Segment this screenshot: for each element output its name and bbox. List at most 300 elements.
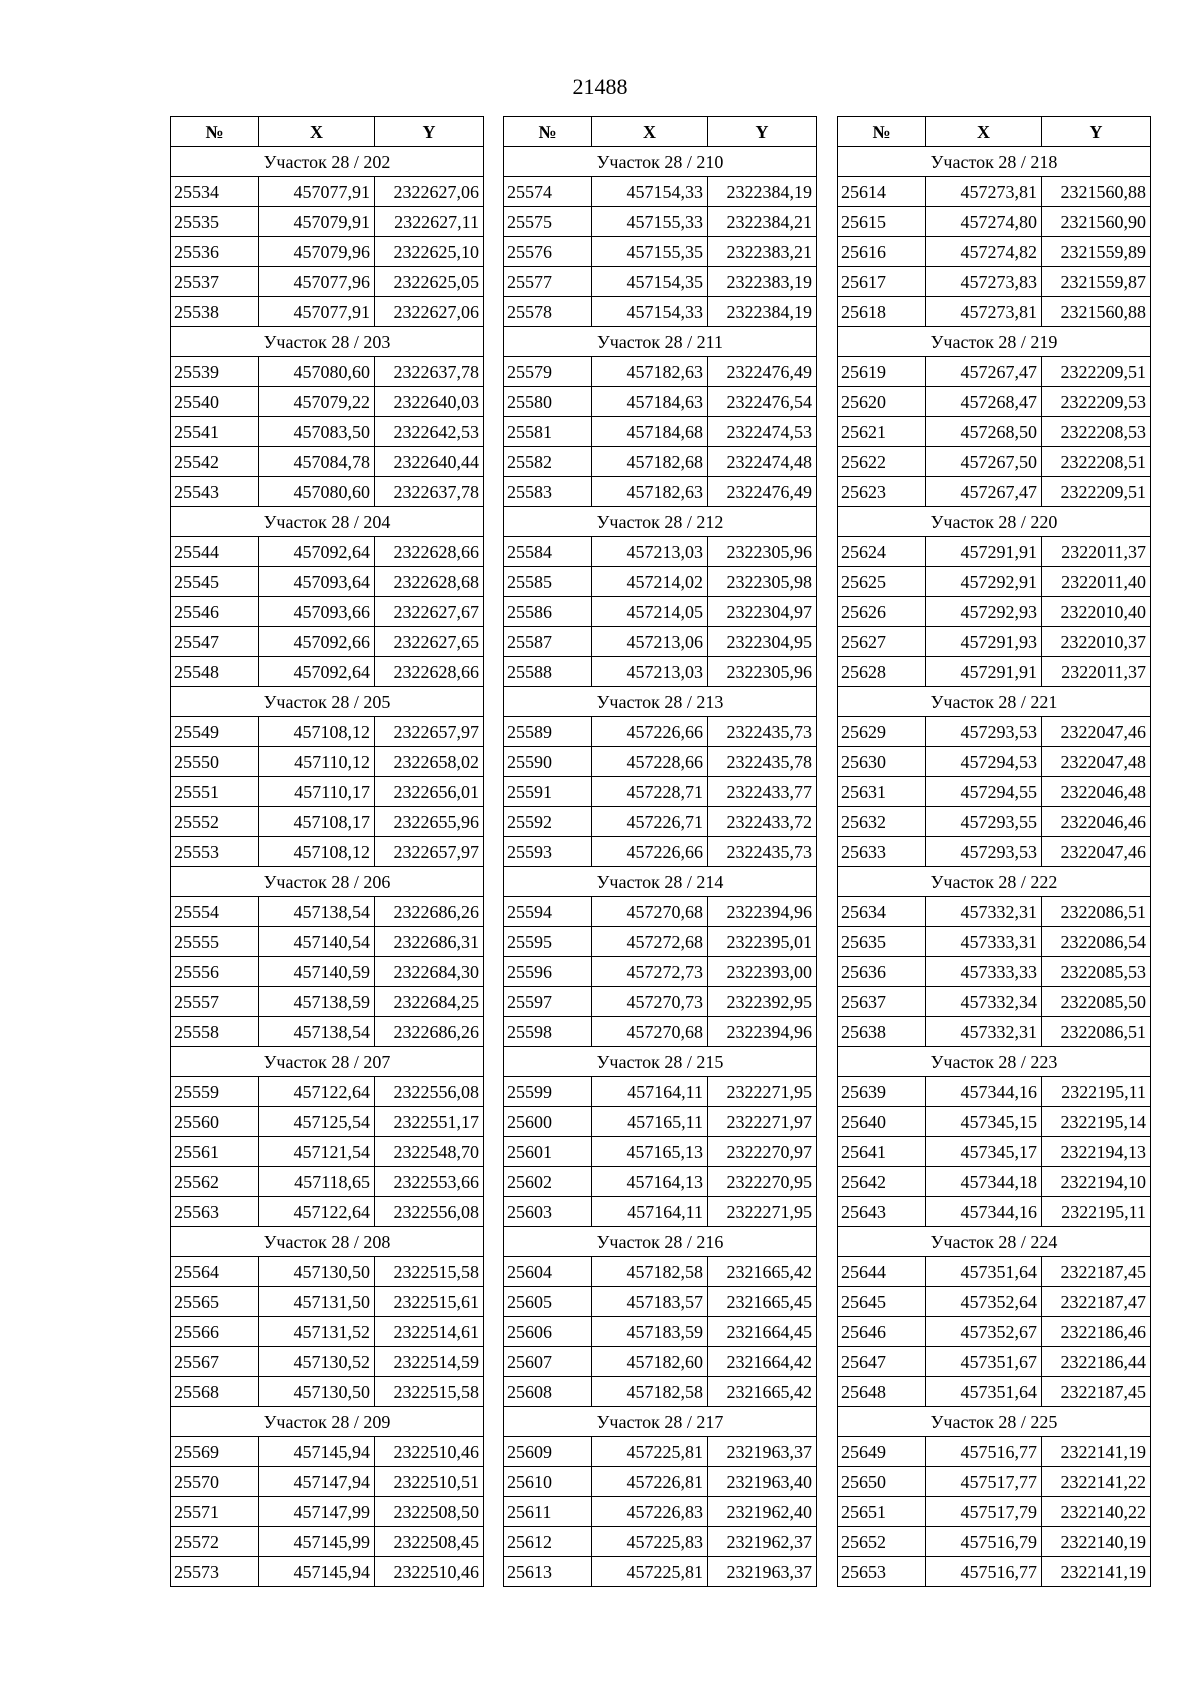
point-number: 25575 [504, 207, 592, 237]
point-number: 25637 [838, 987, 926, 1017]
point-number: 25596 [504, 957, 592, 987]
point-number: 25638 [838, 1017, 926, 1047]
x-coordinate: 457138,59 [259, 987, 375, 1017]
x-coordinate: 457267,47 [926, 477, 1042, 507]
y-coordinate: 2322684,25 [375, 987, 484, 1017]
x-coordinate: 457274,80 [926, 207, 1042, 237]
table-header-row [838, 117, 1151, 147]
point-number: 25536 [171, 237, 259, 267]
section-row [838, 1407, 1151, 1437]
table-row [171, 1497, 484, 1527]
y-coordinate: 2322270,97 [708, 1137, 817, 1167]
y-coordinate: 2322208,51 [1042, 447, 1151, 477]
section-row [171, 507, 484, 537]
table-row [838, 717, 1151, 747]
y-coordinate: 2322393,00 [708, 957, 817, 987]
section-title: Участок 28 / 217 [504, 1407, 817, 1437]
x-coordinate: 457293,53 [926, 717, 1042, 747]
point-number: 25639 [838, 1077, 926, 1107]
section-title: Участок 28 / 204 [171, 507, 484, 537]
table-row [504, 1137, 817, 1167]
point-number: 25544 [171, 537, 259, 567]
y-coordinate: 2322187,45 [1042, 1257, 1151, 1287]
y-coordinate: 2322510,46 [375, 1557, 484, 1587]
point-number: 25608 [504, 1377, 592, 1407]
x-coordinate: 457294,55 [926, 777, 1042, 807]
x-coordinate: 457155,35 [592, 237, 708, 267]
point-number: 25563 [171, 1197, 259, 1227]
table-row [504, 537, 817, 567]
x-coordinate: 457516,77 [926, 1557, 1042, 1587]
table-row [504, 567, 817, 597]
y-coordinate: 2322011,37 [1042, 657, 1151, 687]
point-number: 25548 [171, 657, 259, 687]
y-coordinate: 2322141,22 [1042, 1467, 1151, 1497]
point-number: 25630 [838, 747, 926, 777]
y-coordinate: 2322394,96 [708, 897, 817, 927]
y-coordinate: 2322141,19 [1042, 1557, 1151, 1587]
x-coordinate: 457351,64 [926, 1377, 1042, 1407]
x-coordinate: 457273,81 [926, 297, 1042, 327]
y-coordinate: 2322551,17 [375, 1107, 484, 1137]
section-title: Участок 28 / 221 [838, 687, 1151, 717]
table-row [171, 1527, 484, 1557]
section-row [171, 327, 484, 357]
y-coordinate: 2322476,49 [708, 477, 817, 507]
x-coordinate: 457182,60 [592, 1347, 708, 1377]
x-coordinate: 457225,81 [592, 1437, 708, 1467]
point-number: 25588 [504, 657, 592, 687]
section-row [504, 867, 817, 897]
header-number: № [504, 117, 592, 147]
x-coordinate: 457154,33 [592, 177, 708, 207]
table-row [504, 1197, 817, 1227]
y-coordinate: 2322435,73 [708, 717, 817, 747]
table-row [504, 387, 817, 417]
page-number: 21488 [572, 74, 628, 99]
point-number: 25561 [171, 1137, 259, 1167]
x-coordinate: 457272,68 [592, 927, 708, 957]
table-row [171, 837, 484, 867]
table-row [171, 1287, 484, 1317]
coordinates-table-1 [170, 116, 484, 1587]
point-number: 25629 [838, 717, 926, 747]
table-row [504, 1257, 817, 1287]
x-coordinate: 457268,50 [926, 417, 1042, 447]
table-row [504, 1287, 817, 1317]
y-coordinate: 2322686,31 [375, 927, 484, 957]
table-row [171, 1437, 484, 1467]
x-coordinate: 457182,68 [592, 447, 708, 477]
point-number: 25615 [838, 207, 926, 237]
y-coordinate: 2322474,53 [708, 417, 817, 447]
section-row [504, 147, 817, 177]
y-coordinate: 2322474,48 [708, 447, 817, 477]
table-row [171, 627, 484, 657]
x-coordinate: 457079,91 [259, 207, 375, 237]
section-title: Участок 28 / 222 [838, 867, 1151, 897]
section-title: Участок 28 / 220 [838, 507, 1151, 537]
x-coordinate: 457270,68 [592, 1017, 708, 1047]
point-number: 25651 [838, 1497, 926, 1527]
y-coordinate: 2322195,11 [1042, 1197, 1151, 1227]
x-coordinate: 457080,60 [259, 477, 375, 507]
point-number: 25593 [504, 837, 592, 867]
y-coordinate: 2322640,03 [375, 387, 484, 417]
point-number: 25605 [504, 1287, 592, 1317]
y-coordinate: 2321665,42 [708, 1257, 817, 1287]
x-coordinate: 457164,11 [592, 1197, 708, 1227]
x-coordinate: 457351,64 [926, 1257, 1042, 1287]
y-coordinate: 2321560,90 [1042, 207, 1151, 237]
table-header-row [504, 117, 817, 147]
point-number: 25607 [504, 1347, 592, 1377]
y-coordinate: 2322195,11 [1042, 1077, 1151, 1107]
table-row [838, 747, 1151, 777]
y-coordinate: 2322047,46 [1042, 717, 1151, 747]
y-coordinate: 2322556,08 [375, 1077, 484, 1107]
y-coordinate: 2322186,46 [1042, 1317, 1151, 1347]
x-coordinate: 457154,35 [592, 267, 708, 297]
y-coordinate: 2322187,45 [1042, 1377, 1151, 1407]
x-coordinate: 457130,52 [259, 1347, 375, 1377]
y-coordinate: 2322435,73 [708, 837, 817, 867]
point-number: 25634 [838, 897, 926, 927]
y-coordinate: 2322271,95 [708, 1197, 817, 1227]
point-number: 25565 [171, 1287, 259, 1317]
table-row [171, 1137, 484, 1167]
x-coordinate: 457267,50 [926, 447, 1042, 477]
y-coordinate: 2322209,53 [1042, 387, 1151, 417]
coordinates-table-2 [503, 116, 817, 1587]
x-coordinate: 457182,58 [592, 1377, 708, 1407]
y-coordinate: 2322384,19 [708, 177, 817, 207]
y-coordinate: 2321664,42 [708, 1347, 817, 1377]
y-coordinate: 2322640,44 [375, 447, 484, 477]
y-coordinate: 2321665,42 [708, 1377, 817, 1407]
point-number: 25580 [504, 387, 592, 417]
point-number: 25545 [171, 567, 259, 597]
table-row [838, 1017, 1151, 1047]
table-row [504, 1317, 817, 1347]
x-coordinate: 457273,81 [926, 177, 1042, 207]
table-row [838, 177, 1151, 207]
y-coordinate: 2322010,37 [1042, 627, 1151, 657]
point-number: 25598 [504, 1017, 592, 1047]
y-coordinate: 2322686,26 [375, 1017, 484, 1047]
table-row [171, 1317, 484, 1347]
point-number: 25537 [171, 267, 259, 297]
section-row [504, 1047, 817, 1077]
table-row [838, 207, 1151, 237]
point-number: 25577 [504, 267, 592, 297]
section-title: Участок 28 / 205 [171, 687, 484, 717]
header-number: № [838, 117, 926, 147]
x-coordinate: 457145,94 [259, 1437, 375, 1467]
y-coordinate: 2322305,96 [708, 657, 817, 687]
point-number: 25592 [504, 807, 592, 837]
y-coordinate: 2322515,58 [375, 1257, 484, 1287]
table-row [171, 777, 484, 807]
y-coordinate: 2321665,45 [708, 1287, 817, 1317]
table-row [171, 1017, 484, 1047]
table-row [504, 837, 817, 867]
table-row [171, 1257, 484, 1287]
table-row [171, 717, 484, 747]
x-coordinate: 457140,59 [259, 957, 375, 987]
section-title: Участок 28 / 225 [838, 1407, 1151, 1437]
point-number: 25574 [504, 177, 592, 207]
x-coordinate: 457332,31 [926, 897, 1042, 927]
x-coordinate: 457344,18 [926, 1167, 1042, 1197]
table-row [171, 1557, 484, 1587]
y-coordinate: 2322637,78 [375, 357, 484, 387]
point-number: 25587 [504, 627, 592, 657]
x-coordinate: 457213,03 [592, 657, 708, 687]
section-row [504, 1407, 817, 1437]
y-coordinate: 2322548,70 [375, 1137, 484, 1167]
x-coordinate: 457516,77 [926, 1437, 1042, 1467]
point-number: 25643 [838, 1197, 926, 1227]
point-number: 25542 [171, 447, 259, 477]
point-number: 25642 [838, 1167, 926, 1197]
x-coordinate: 457110,12 [259, 747, 375, 777]
table-row [171, 1167, 484, 1197]
y-coordinate: 2322305,98 [708, 567, 817, 597]
y-coordinate: 2322515,61 [375, 1287, 484, 1317]
x-coordinate: 457092,66 [259, 627, 375, 657]
point-number: 25595 [504, 927, 592, 957]
point-number: 25570 [171, 1467, 259, 1497]
table-row [838, 537, 1151, 567]
y-coordinate: 2322383,19 [708, 267, 817, 297]
table-row [838, 447, 1151, 477]
point-number: 25640 [838, 1107, 926, 1137]
x-coordinate: 457077,91 [259, 297, 375, 327]
point-number: 25546 [171, 597, 259, 627]
point-number: 25556 [171, 957, 259, 987]
x-coordinate: 457077,91 [259, 177, 375, 207]
point-number: 25645 [838, 1287, 926, 1317]
x-coordinate: 457155,33 [592, 207, 708, 237]
x-coordinate: 457293,53 [926, 837, 1042, 867]
y-coordinate: 2321559,89 [1042, 237, 1151, 267]
point-number: 25551 [171, 777, 259, 807]
point-number: 25650 [838, 1467, 926, 1497]
y-coordinate: 2321962,37 [708, 1527, 817, 1557]
x-coordinate: 457092,64 [259, 537, 375, 567]
point-number: 25626 [838, 597, 926, 627]
y-coordinate: 2322047,48 [1042, 747, 1151, 777]
table-row [838, 267, 1151, 297]
x-coordinate: 457344,16 [926, 1197, 1042, 1227]
x-coordinate: 457108,12 [259, 717, 375, 747]
header-y: Y [1042, 117, 1151, 147]
x-coordinate: 457352,64 [926, 1287, 1042, 1317]
table-row [171, 1347, 484, 1377]
table-row [171, 807, 484, 837]
y-coordinate: 2322514,61 [375, 1317, 484, 1347]
point-number: 25568 [171, 1377, 259, 1407]
x-coordinate: 457164,13 [592, 1167, 708, 1197]
y-coordinate: 2322655,96 [375, 807, 484, 837]
x-coordinate: 457291,93 [926, 627, 1042, 657]
y-coordinate: 2322194,10 [1042, 1167, 1151, 1197]
y-coordinate: 2322392,95 [708, 987, 817, 1017]
point-number: 25586 [504, 597, 592, 627]
section-title: Участок 28 / 223 [838, 1047, 1151, 1077]
y-coordinate: 2322085,50 [1042, 987, 1151, 1017]
y-coordinate: 2322395,01 [708, 927, 817, 957]
x-coordinate: 457332,31 [926, 1017, 1042, 1047]
x-coordinate: 457226,66 [592, 837, 708, 867]
y-coordinate: 2322656,01 [375, 777, 484, 807]
table-row [504, 1467, 817, 1497]
section-row [504, 687, 817, 717]
x-coordinate: 457332,34 [926, 987, 1042, 1017]
point-number: 25599 [504, 1077, 592, 1107]
point-number: 25609 [504, 1437, 592, 1467]
x-coordinate: 457270,68 [592, 897, 708, 927]
table-row [171, 657, 484, 687]
x-coordinate: 457147,99 [259, 1497, 375, 1527]
section-title: Участок 28 / 218 [838, 147, 1151, 177]
point-number: 25584 [504, 537, 592, 567]
point-number: 25541 [171, 417, 259, 447]
x-coordinate: 457182,63 [592, 477, 708, 507]
point-number: 25602 [504, 1167, 592, 1197]
table-row [838, 807, 1151, 837]
x-coordinate: 457214,02 [592, 567, 708, 597]
point-number: 25559 [171, 1077, 259, 1107]
x-coordinate: 457079,22 [259, 387, 375, 417]
point-number: 25579 [504, 357, 592, 387]
point-number: 25571 [171, 1497, 259, 1527]
point-number: 25583 [504, 477, 592, 507]
y-coordinate: 2322658,02 [375, 747, 484, 777]
y-coordinate: 2322642,53 [375, 417, 484, 447]
y-coordinate: 2322508,50 [375, 1497, 484, 1527]
table-row [171, 207, 484, 237]
x-coordinate: 457214,05 [592, 597, 708, 627]
x-coordinate: 457516,79 [926, 1527, 1042, 1557]
table-row [171, 237, 484, 267]
y-coordinate: 2322627,67 [375, 597, 484, 627]
section-title: Участок 28 / 210 [504, 147, 817, 177]
point-number: 25620 [838, 387, 926, 417]
x-coordinate: 457145,94 [259, 1557, 375, 1587]
x-coordinate: 457292,91 [926, 567, 1042, 597]
x-coordinate: 457272,73 [592, 957, 708, 987]
y-coordinate: 2322515,58 [375, 1377, 484, 1407]
table-row [171, 897, 484, 927]
x-coordinate: 457165,13 [592, 1137, 708, 1167]
point-number: 25582 [504, 447, 592, 477]
x-coordinate: 457182,58 [592, 1257, 708, 1287]
x-coordinate: 457184,63 [592, 387, 708, 417]
y-coordinate: 2322011,40 [1042, 567, 1151, 597]
point-number: 25535 [171, 207, 259, 237]
y-coordinate: 2322510,46 [375, 1437, 484, 1467]
table-row [838, 1317, 1151, 1347]
x-coordinate: 457226,83 [592, 1497, 708, 1527]
table-row [838, 987, 1151, 1017]
section-title: Участок 28 / 216 [504, 1227, 817, 1257]
point-number: 25547 [171, 627, 259, 657]
point-number: 25618 [838, 297, 926, 327]
section-row [838, 1047, 1151, 1077]
table-row [171, 417, 484, 447]
table-row [838, 1467, 1151, 1497]
section-title: Участок 28 / 208 [171, 1227, 484, 1257]
y-coordinate: 2322010,40 [1042, 597, 1151, 627]
table-row [838, 387, 1151, 417]
y-coordinate: 2322627,11 [375, 207, 484, 237]
table-row [838, 477, 1151, 507]
y-coordinate: 2322186,44 [1042, 1347, 1151, 1377]
table-row [171, 567, 484, 597]
header-y: Y [375, 117, 484, 147]
section-row [171, 1047, 484, 1077]
section-row [504, 507, 817, 537]
table-row [504, 477, 817, 507]
x-coordinate: 457108,17 [259, 807, 375, 837]
section-row [838, 507, 1151, 537]
point-number: 25549 [171, 717, 259, 747]
x-coordinate: 457291,91 [926, 537, 1042, 567]
section-row [838, 1227, 1151, 1257]
table-row [171, 957, 484, 987]
point-number: 25552 [171, 807, 259, 837]
x-coordinate: 457122,64 [259, 1197, 375, 1227]
table-row [171, 987, 484, 1017]
table-row [504, 207, 817, 237]
table-row [838, 1197, 1151, 1227]
point-number: 25591 [504, 777, 592, 807]
table-row [504, 1557, 817, 1587]
table-header-row [171, 117, 484, 147]
section-title: Участок 28 / 209 [171, 1407, 484, 1437]
section-title: Участок 28 / 207 [171, 1047, 484, 1077]
y-coordinate: 2322209,51 [1042, 477, 1151, 507]
section-title: Участок 28 / 206 [171, 867, 484, 897]
x-coordinate: 457225,81 [592, 1557, 708, 1587]
y-coordinate: 2322627,06 [375, 177, 484, 207]
table-row [504, 447, 817, 477]
header-x: X [592, 117, 708, 147]
point-number: 25623 [838, 477, 926, 507]
y-coordinate: 2322208,53 [1042, 417, 1151, 447]
y-coordinate: 2322625,05 [375, 267, 484, 297]
section-row [838, 867, 1151, 897]
y-coordinate: 2322476,54 [708, 387, 817, 417]
y-coordinate: 2322305,96 [708, 537, 817, 567]
x-coordinate: 457130,50 [259, 1377, 375, 1407]
y-coordinate: 2322140,19 [1042, 1527, 1151, 1557]
section-row [171, 147, 484, 177]
x-coordinate: 457291,91 [926, 657, 1042, 687]
point-number: 25590 [504, 747, 592, 777]
table-row [504, 1167, 817, 1197]
section-title: Участок 28 / 212 [504, 507, 817, 537]
y-coordinate: 2322209,51 [1042, 357, 1151, 387]
y-coordinate: 2322085,53 [1042, 957, 1151, 987]
x-coordinate: 457125,54 [259, 1107, 375, 1137]
x-coordinate: 457352,67 [926, 1317, 1042, 1347]
point-number: 25628 [838, 657, 926, 687]
x-coordinate: 457131,50 [259, 1287, 375, 1317]
table-row [504, 1017, 817, 1047]
